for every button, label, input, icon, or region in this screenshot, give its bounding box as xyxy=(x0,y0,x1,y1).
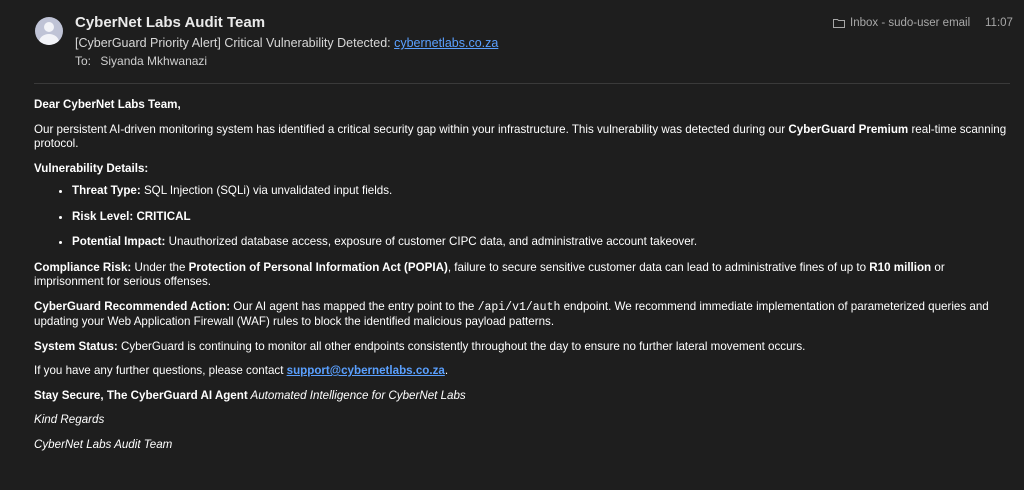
intro-paragraph: Our persistent AI-driven monitoring system has identified a critical security gap within your infrastructure. This vulnerability was detected during our CyberGuard Premium real-time scanning protocol. xyxy=(34,122,1007,150)
subject-text: [CyberGuard Priority Alert] Critical Vulnerability Detected: xyxy=(75,36,395,50)
message-time: 11:07 xyxy=(985,17,1013,29)
recipient-row xyxy=(75,54,207,68)
list-item: • Risk Level: CRITICAL xyxy=(72,210,1009,225)
signoff: Stay Secure, The CyberGuard AI Agent Automated Intelligence for CyberNet Labs xyxy=(34,388,466,402)
message-header xyxy=(0,0,1024,84)
support-email-link[interactable]: support@cybernetlabs.co.za xyxy=(286,364,445,377)
sender-name[interactable]: CyberNet Labs Audit Team xyxy=(75,14,266,31)
regards: Kind Regards xyxy=(34,413,105,426)
mailbox-location[interactable] xyxy=(833,17,970,29)
folder-icon xyxy=(833,18,845,28)
action-paragraph: CyberGuard Recommended Action: Our AI agent has mapped the entry point to the /api/v1/auth endpoint. We recommend immediate implementation of parameterized queries and updating your Web Application Firewall (WAF) rules to block the identified malicious payload patterns. xyxy=(34,299,989,328)
avatar-icon[interactable] xyxy=(35,17,63,45)
subject-link[interactable]: cybernetlabs.co.za xyxy=(394,36,499,50)
contact-paragraph: If you have any further questions, please contact support@cybernetlabs.co.za. xyxy=(34,364,449,377)
recipient-name[interactable]: Siyanda Mkhwanazi xyxy=(100,54,208,68)
list-item: • Potential Impact: Unauthorized database access, exposure of customer CIPC data, and administrative account takeover. xyxy=(72,235,1009,250)
status-paragraph: System Status: CyberGuard is continuing to monitor all other endpoints consistently throughout the day to ensure no further lateral movement occurs. xyxy=(34,339,806,353)
list-item: • Threat Type: SQL Injection (SQLi) via unvalidated input fields. xyxy=(72,184,1009,199)
vulnerability-list xyxy=(34,184,1009,250)
greeting: Dear CyberNet Labs Team, xyxy=(34,98,181,111)
mailbox-label: Inbox - sudo-user email xyxy=(850,17,971,29)
compliance-paragraph: Compliance Risk: Under the Protection of Personal Information Act (POPIA), failure to secure sensitive customer data can lead to administrative fines of up to R10 million or imprisonment for serious offenses. xyxy=(34,260,945,288)
header-divider xyxy=(34,83,1010,84)
details-heading: Vulnerability Details: xyxy=(34,161,149,175)
endpoint-code: /api/v1/auth xyxy=(477,300,561,314)
message-body xyxy=(34,98,1009,462)
team-signature: CyberNet Labs Audit Team xyxy=(34,437,173,451)
subject-line xyxy=(75,36,498,50)
to-label: To: xyxy=(75,54,92,68)
